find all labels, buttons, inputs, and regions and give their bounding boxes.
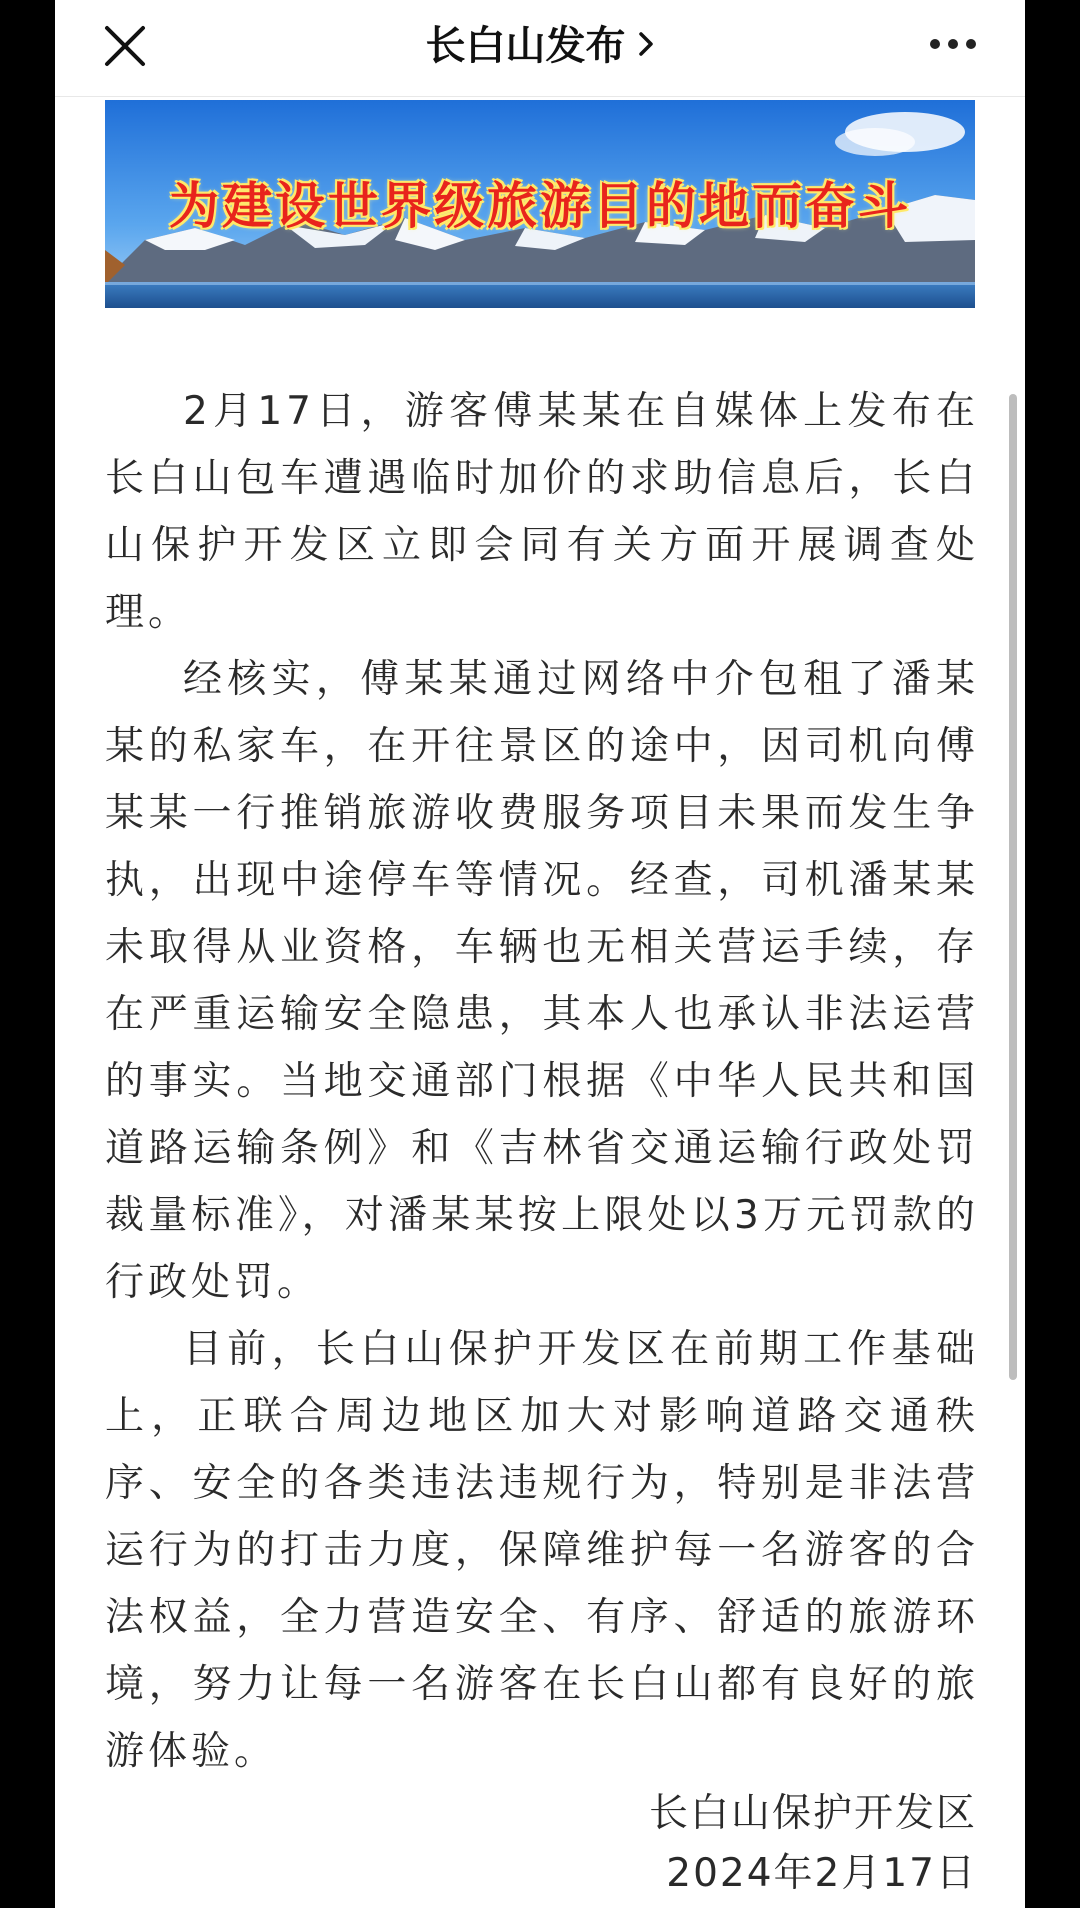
article-body (105, 378, 979, 1785)
page-title: 长白山发布 (425, 23, 626, 69)
account-title-link[interactable] (55, 18, 1025, 74)
scrollbar[interactable] (1009, 394, 1017, 1380)
chevron-right-icon (637, 29, 655, 63)
article-paragraph-1: 2月17日，游客傅某某在自媒体上发布在长白山包车遭遇临时加价的求助信息后，长白山保护开发区立即会同有关方面开展调查处理。 (105, 389, 979, 635)
article-paragraph-2: 经核实，傅某某通过网络中介包租了潘某某的私家车，在开往景区的途中，因司机向傅某某一行推销旅游收费服务项目未果而发生争执，出现中途停车等情况。经查，司机潘某某未取得从业资格，车辆也无相关营运手续，存在严重运输安全隐患，其本人也承认非法运营的事实。当地交通部门根据《中华人民共和国道路运输条例》和《吉林省交通运输行政处罚裁量标准》，对潘某某按上限处以3万元罚款的行政处罚。 (105, 657, 979, 1305)
signature-date: 2024年2月17日 (666, 1851, 977, 1896)
banner-slogan: 为建设世界级旅游目的地而奋斗 (169, 176, 911, 235)
article-page (55, 0, 1025, 1908)
more-horizontal-icon (927, 34, 979, 54)
signature-organization: 长白山保护开发区 (648, 1791, 977, 1836)
top-navigation-bar (55, 0, 1025, 97)
banner-image (105, 100, 975, 308)
article-paragraph-3: 目前，长白山保护开发区在前期工作基础上，正联合周边地区加大对影响道路交通秩序、安全的各类违法违规行为，特别是非法营运行为的打击力度，保障维护每一名游客的合法权益，全力营造安全、有序、舒适的旅游环境，努力让每一名游客在长白山都有良好的旅游体验。 (105, 1327, 979, 1774)
more-options-button[interactable] (927, 34, 979, 54)
